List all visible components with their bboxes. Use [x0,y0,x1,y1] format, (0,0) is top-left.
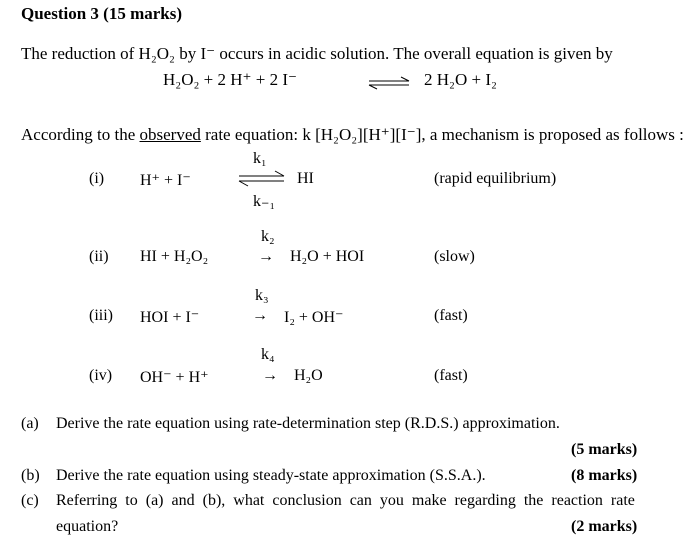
step-ii-rhs: H₂O + HOI [290,248,365,265]
step-iv-rhs: H₂O [294,367,323,384]
step-iii-number: (iii) [89,307,113,324]
question-intro: The reduction of H₂O₂ by I⁻ occurs in acidic solution. The overall equation is given by [21,44,613,63]
step-ii-note: (slow) [434,248,475,265]
step-i-number: (i) [89,170,105,187]
step-iv-k-top: k₄ [261,346,275,363]
overall-equation-lhs: H₂O₂ + 2 H⁺ + 2 I⁻ [163,70,297,89]
step-i-note: (rapid equilibrium) [434,170,557,187]
step-iv-number: (iv) [89,367,113,384]
step-ii-number: (ii) [89,248,109,265]
part-a-label: (a) [21,415,39,432]
part-c-marks: (2 marks) [571,518,638,535]
step-i-equilibrium-arrow-icon [237,169,287,187]
rate-eq-observed: observed [139,125,201,144]
rate-equation-line [21,125,684,145]
part-c-text-line2: equation? [56,518,119,535]
question-title: Question 3 (15 marks) [21,4,183,23]
part-c-text [56,492,670,510]
step-i-k-bottom: k₋₁ [253,193,276,210]
step-ii-lhs: HI + H₂O₂ [140,248,209,265]
step-iii-arrow-icon: → [252,307,268,324]
step-iii-note: (fast) [434,307,468,324]
part-b-text: Derive the rate equation using steady-state approximation (S.S.A.). [56,467,486,484]
step-ii-k-top: k₂ [261,228,275,245]
part-b-marks: (8 marks) [571,467,638,484]
step-iv-note: (fast) [434,367,468,384]
part-c-label: (c) [21,492,39,509]
step-iii-k-top: k₃ [255,287,269,304]
step-iv-arrow-icon: → [262,367,278,384]
step-i-k-top: k₁ [253,150,267,167]
rate-eq-prefix: According to the [21,125,140,144]
part-a-text: Derive the rate equation using rate-determination step (R.D.S.) approximation. [56,415,560,432]
equilibrium-arrow-icon [367,76,411,90]
overall-equation-rhs: 2 H₂O + I₂ [424,70,497,89]
part-a-marks: (5 marks) [571,441,638,458]
part-b-label: (b) [21,467,40,484]
step-i-lhs: H⁺ + I⁻ [140,172,191,189]
part-c-text-line1: Referring to (a) and (b), what conclusion can you make regarding the reaction rate [56,492,635,509]
step-i-rhs: HI [297,170,314,187]
step-iii-lhs: HOI + I⁻ [140,309,200,326]
rate-eq-suffix: rate equation: k [H₂O₂][H⁺][I⁻], a mechanism is proposed as follows : [200,125,684,144]
step-iii-rhs: I₂ + OH⁻ [284,309,344,326]
step-iv-lhs: OH⁻ + H⁺ [140,369,209,386]
step-ii-arrow-icon: → [258,248,274,265]
